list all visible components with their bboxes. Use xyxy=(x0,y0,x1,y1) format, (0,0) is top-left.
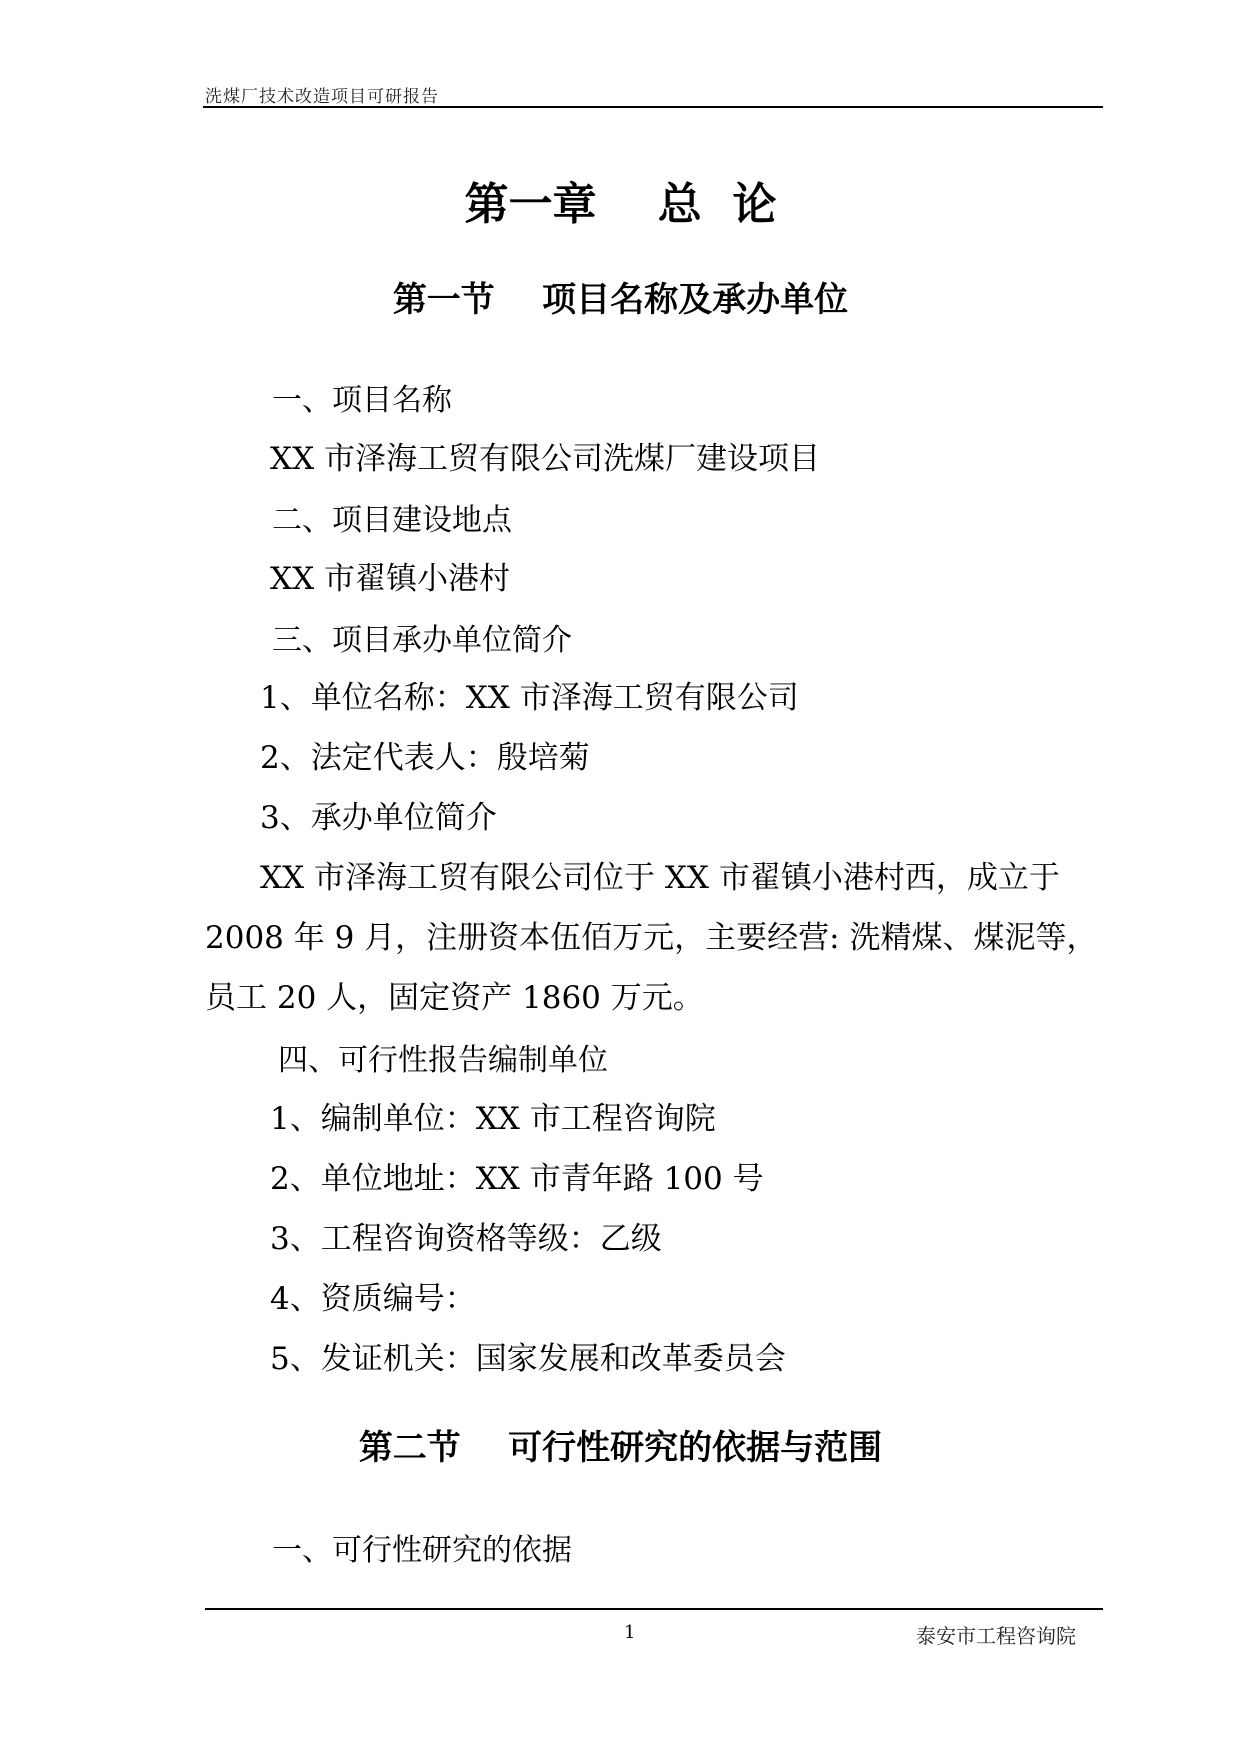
prep-item: 2、单位地址：XX 市青年路 100 号 xyxy=(270,1161,764,1197)
prep-item: 1、编制单位：XX 市工程咨询院 xyxy=(270,1101,716,1137)
page-number: 1 xyxy=(624,1622,636,1643)
running-header: 洗煤厂技术改造项目可研报告 xyxy=(205,87,439,107)
intro-paragraph-line: XX 市泽海工贸有限公司位于 XX 市翟镇小港村西，成立于 xyxy=(260,860,1060,896)
sponsor-item: 1、单位名称：XX 市泽海工贸有限公司 xyxy=(260,680,799,716)
subheading-sponsor-intro: 三、项目承办单位简介 xyxy=(272,623,572,658)
subheading-location: 二、项目建设地点 xyxy=(272,503,512,538)
section-title-1: 第一节 项目名称及承办单位 xyxy=(392,280,849,320)
sponsor-item: 3、承办单位简介 xyxy=(260,800,497,836)
subheading-prep-unit: 四、可行性报告编制单位 xyxy=(278,1043,608,1078)
prep-item: 4、资质编号： xyxy=(270,1281,476,1317)
intro-paragraph-line: 员工 20 人，固定资产 1860 万元。 xyxy=(205,980,704,1016)
footer-divider xyxy=(205,1608,1103,1610)
chapter-title: 第一章 总 论 xyxy=(464,179,777,230)
project-name-text: XX 市泽海工贸有限公司洗煤厂建设项目 xyxy=(270,441,820,477)
section-title-2: 第二节 可行性研究的依据与范围 xyxy=(358,1428,883,1468)
location-text: XX 市翟镇小港村 xyxy=(270,561,510,597)
subheading-project-name: 一、项目名称 xyxy=(272,383,452,418)
intro-paragraph-line: 2008 年 9 月，注册资本伍佰万元，主要经营: 洗精煤、煤泥等， xyxy=(205,920,1098,956)
footer-organization: 泰安市工程咨询院 xyxy=(916,1624,1076,1648)
prep-item: 5、发证机关：国家发展和改革委员会 xyxy=(270,1341,786,1377)
header-divider xyxy=(203,106,1103,108)
sponsor-item: 2、法定代表人：殷培菊 xyxy=(260,740,590,776)
prep-item: 3、工程咨询资格等级：乙级 xyxy=(270,1221,662,1257)
subheading-basis: 一、可行性研究的依据 xyxy=(272,1533,572,1568)
